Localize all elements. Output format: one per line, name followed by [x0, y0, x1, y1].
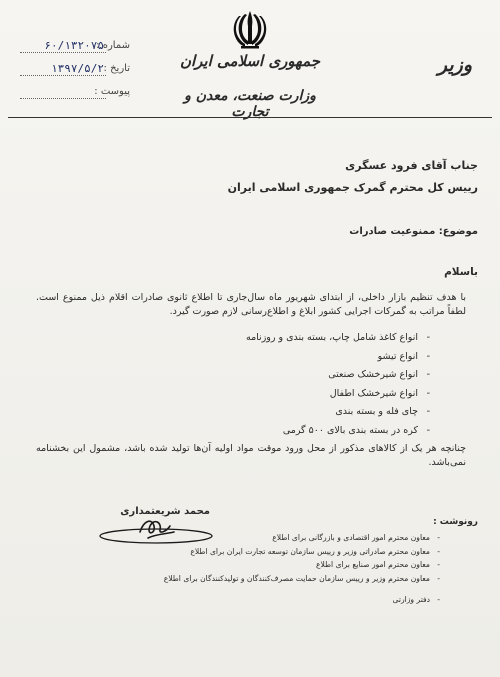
- cc-item: - دفتر وزارتی: [140, 595, 440, 609]
- ministry-name: وزارت صنعت، معدن و تجارت: [184, 88, 316, 120]
- list-item: - چای فله و بسته بندی: [110, 406, 430, 425]
- cc-item: - معاون محترم امور صنایع برای اطلاع: [140, 560, 440, 574]
- cc-item: - معاون محترم صادراتی وزیر و رییس سازمان توسعه تجارت ایران برای اطلاع: [140, 547, 440, 561]
- list-item: - انواع تیشو: [110, 351, 430, 370]
- attachment-label: پیوست :: [94, 86, 130, 97]
- number-label: شماره :: [96, 40, 130, 51]
- cc-item: - معاون محترم امور اقتصادی و بازرگانی برای اطلاع: [140, 533, 440, 547]
- cc-list: [140, 533, 440, 609]
- list-item: - انواع شیرخشک صنعتی: [110, 369, 430, 388]
- body-closing: چنانچه هر یک از کالاهای مذکور از محل ورود موقت مواد اولیه آن‌ها تولید شده باشد، مشمول این بخشنامه نمی‌باشد.: [36, 443, 466, 468]
- number-line: [20, 52, 106, 53]
- list-item: - کره در بسته بندی بالای ۵۰۰ گرمی: [110, 425, 430, 444]
- cc-item: - معاون محترم وزیر و رییس سازمان حمایت مصرف‌کنندگان و تولیدکنندگان برای اطلاع: [140, 574, 440, 588]
- recipient-name: جناب آقای فرود عسگری: [345, 159, 478, 172]
- attachment-line: [20, 98, 106, 99]
- recipient-title: رییس کل محترم گمرک جمهوری اسلامی ایران: [227, 181, 478, 194]
- number-value: ۶۰/۱۳۲۰۷۵: [44, 39, 104, 52]
- header-divider: [8, 117, 492, 118]
- iran-emblem-icon: [228, 8, 272, 52]
- signatory-name: محمد شریعتمداری: [120, 506, 210, 517]
- minister-title: وزیر: [437, 54, 472, 76]
- date-line: [20, 75, 106, 76]
- date-label: تاریخ :: [103, 63, 130, 74]
- date-value: ۱۳۹۷/۵/۲: [51, 62, 104, 75]
- list-item: - انواع شیرخشک اطفال: [110, 388, 430, 407]
- list-item: - انواع کاغذ شامل چاپ، بسته بندی و روزنامه: [110, 332, 430, 351]
- greeting: باسلام: [444, 266, 478, 278]
- cc-heading: رونوشت :: [433, 517, 478, 527]
- subject-line: موضوع: ممنوعیت صادرات: [349, 226, 478, 237]
- banned-items-list: [110, 332, 430, 443]
- body-intro: با هدف تنظیم بازار داخلی، از ابتدای شهریور ماه سال‌جاری تا اطلاع ثانوی صادرات اقلام ذیل ممنوع است. لطفاً مراتب به گمرکات اجرایی کشور ابلاغ و اطلاع‌رسانی لازم صورت گیرد.: [36, 292, 466, 317]
- country-name: جمهوری اسلامی ایران: [179, 52, 321, 70]
